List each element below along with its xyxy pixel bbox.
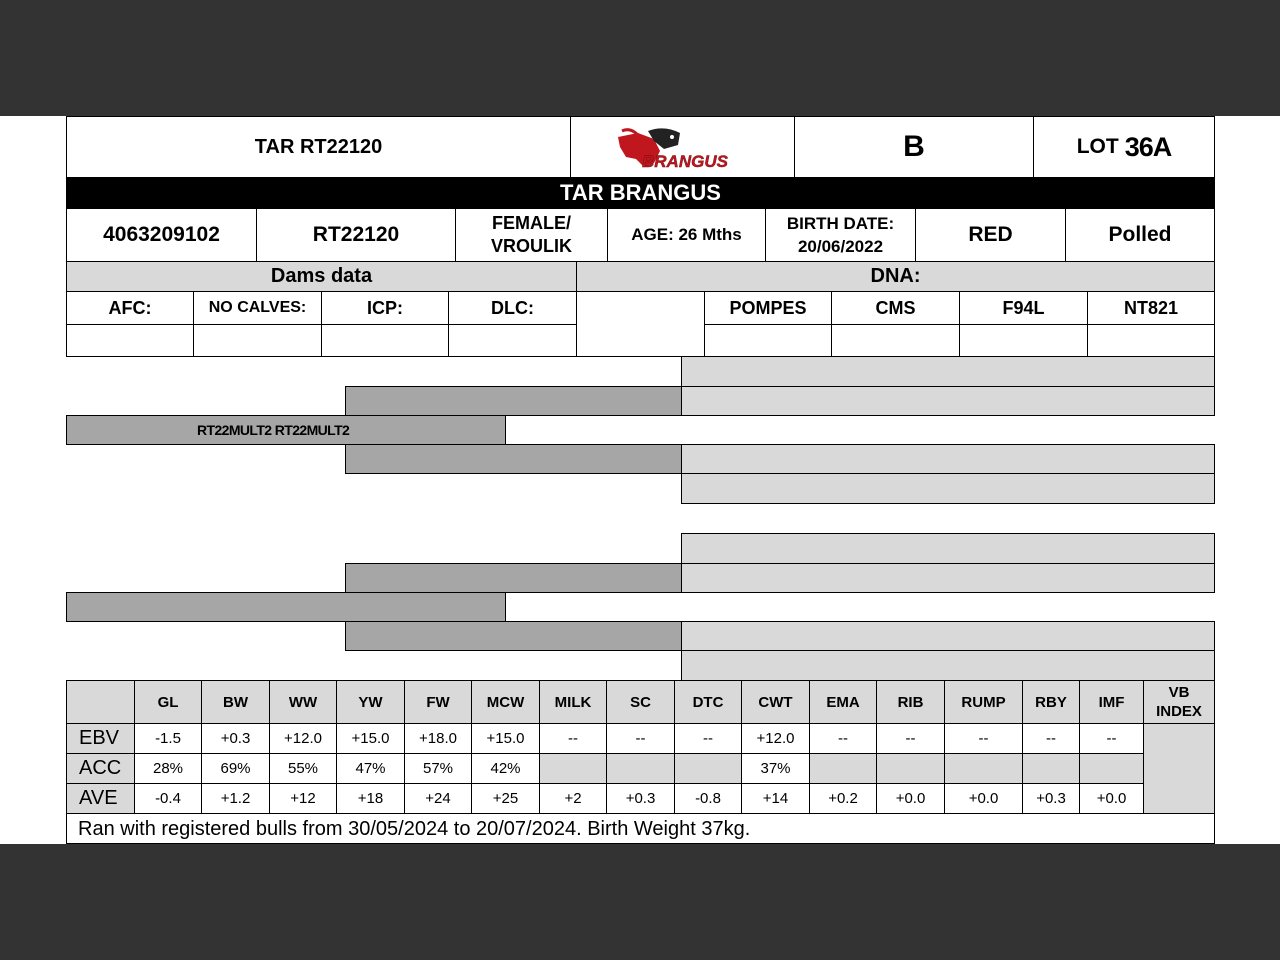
ebv-cell: +18.0 (405, 724, 472, 754)
ebv-col-header: CWT (742, 681, 810, 724)
ebv-cell: +0.3 (1023, 784, 1080, 814)
dams-header-no-calves: NO CALVES: (193, 291, 322, 325)
ebv-row-label: ACC (67, 754, 135, 784)
pedigree-ggp-8 (681, 650, 1215, 681)
dna-header-cms: CMS (831, 291, 960, 325)
ebv-row (67, 724, 1215, 754)
dna-value-nt821 (1087, 324, 1215, 357)
dams-value-dlc (448, 324, 577, 357)
lot-box (1033, 116, 1215, 178)
ebv-col-header: EMA (810, 681, 877, 724)
dna-blank-cell (576, 291, 705, 357)
bull-head-icon (608, 123, 758, 171)
pedigree-gp-1 (345, 386, 682, 416)
ebv-corner-cell (67, 681, 135, 724)
sex-line1: FEMALE/ (492, 213, 571, 233)
ebv-cell (540, 754, 607, 784)
lot-number: 36A (1124, 131, 1172, 162)
acc-row (67, 754, 1215, 784)
ebv-cell: +0.2 (810, 784, 877, 814)
dams-header-afc: AFC: (66, 291, 194, 325)
ebv-col-header: MCW (472, 681, 540, 724)
dna-value-f94l (959, 324, 1088, 357)
brangus-logo (570, 116, 795, 178)
vb-index-line2: INDEX (1156, 703, 1202, 720)
ebv-cell: +0.0 (1080, 784, 1144, 814)
ebv-cell (1080, 754, 1144, 784)
ebv-cell: +12.0 (270, 724, 337, 754)
ebv-col-header: SC (607, 681, 675, 724)
ebv-cell: +0.0 (945, 784, 1023, 814)
ebv-col-header: GL (135, 681, 202, 724)
pedigree-ggp-4 (681, 473, 1215, 504)
pedigree-dam-name: RT22MULT2 RT22MULT2 (197, 422, 350, 438)
birth-date (765, 208, 916, 262)
pedigree-gp-4 (345, 621, 682, 651)
dna-title: DNA: (576, 261, 1215, 292)
sex (455, 208, 608, 262)
ebv-col-header: BW (202, 681, 270, 724)
pedigree-gp-2 (345, 444, 682, 474)
ebv-cell (607, 754, 675, 784)
dna-value-cms (831, 324, 960, 357)
dams-value-afc (66, 324, 194, 357)
birth-date-value: 20/06/2022 (797, 237, 884, 256)
ebv-cell: +15.0 (337, 724, 405, 754)
dna-value-pompes (704, 324, 832, 357)
age: AGE: 26 Mths (607, 208, 766, 262)
dna-header-f94l: F94L (959, 291, 1088, 325)
ebv-cell: 55% (270, 754, 337, 784)
ebv-cell: 47% (337, 754, 405, 784)
ebv-table (66, 680, 1215, 814)
ebv-cell: -- (607, 724, 675, 754)
ebv-cell: +12 (270, 784, 337, 814)
ebv-cell: 28% (135, 754, 202, 784)
ebv-col-header: WW (270, 681, 337, 724)
ebv-cell: 37% (742, 754, 810, 784)
ebv-header-row (67, 681, 1215, 724)
colour: RED (915, 208, 1066, 262)
tag-number: RT22120 (256, 208, 456, 262)
ebv-cell: +2 (540, 784, 607, 814)
sex-line2: VROULIK (491, 236, 572, 256)
ebv-cell: -0.4 (135, 784, 202, 814)
dams-data-title: Dams data (66, 261, 577, 292)
grade: B (794, 116, 1034, 178)
lot-notes: Ran with registered bulls from 30/05/2024 to 20/07/2024. Birth Weight 37kg. (66, 813, 1215, 844)
dams-value-icp (321, 324, 449, 357)
lot-label: LOT (1076, 135, 1119, 158)
ebv-col-header: FW (405, 681, 472, 724)
ebv-cell: 57% (405, 754, 472, 784)
ebv-cell: -- (810, 724, 877, 754)
ebv-cell: 42% (472, 754, 540, 784)
pedigree-ggp-2 (681, 386, 1215, 416)
ebv-cell: +18 (337, 784, 405, 814)
ebv-cell (1023, 754, 1080, 784)
ave-row (67, 784, 1215, 814)
breeder-banner: TAR BRANGUS (66, 177, 1215, 209)
animal-id: TAR RT22120 (66, 116, 571, 178)
ebv-col-header: MILK (540, 681, 607, 724)
birth-date-label: BIRTH DATE: (786, 214, 895, 233)
ebv-cell: +12.0 (742, 724, 810, 754)
ebv-row-label: AVE (67, 784, 135, 814)
ebv-cell: +0.0 (877, 784, 945, 814)
ebv-cell: +0.3 (202, 724, 270, 754)
pedigree-ggp-1 (681, 356, 1215, 387)
ebv-cell: -0.8 (675, 784, 742, 814)
ebv-cell: +1.2 (202, 784, 270, 814)
ebv-cell: -- (1023, 724, 1080, 754)
ebv-cell: +0.3 (607, 784, 675, 814)
ebv-col-header: DTC (675, 681, 742, 724)
ebv-col-header: RIB (877, 681, 945, 724)
ebv-cell: +24 (405, 784, 472, 814)
ebv-cell (675, 754, 742, 784)
dna-header-nt821: NT821 (1087, 291, 1215, 325)
ebv-cell: -- (675, 724, 742, 754)
dams-value-no-calves (193, 324, 322, 357)
pedigree-gp-3 (345, 563, 682, 593)
ebv-cell (810, 754, 877, 784)
pedigree-ggp-7 (681, 621, 1215, 651)
ebv-cell: +14 (742, 784, 810, 814)
dna-header-pompes: POMPES (704, 291, 832, 325)
vb-index-value (1144, 724, 1215, 814)
ebv-cell: 69% (202, 754, 270, 784)
horn-status: Polled (1065, 208, 1215, 262)
ebv-cell: -- (1080, 724, 1144, 754)
registration-number: 4063209102 (66, 208, 257, 262)
ebv-col-header: RUMP (945, 681, 1023, 724)
pedigree-ggp-3 (681, 444, 1215, 474)
dams-header-dlc: DLC: (448, 291, 577, 325)
ebv-cell (945, 754, 1023, 784)
ebv-col-header: YW (337, 681, 405, 724)
dams-header-icp: ICP: (321, 291, 449, 325)
ebv-row-label: EBV (67, 724, 135, 754)
logo-text: BRANGUS (641, 152, 728, 171)
ebv-cell: +25 (472, 784, 540, 814)
pedigree-dam (66, 592, 506, 622)
ebv-cell: +15.0 (472, 724, 540, 754)
ebv-col-header: IMF (1080, 681, 1144, 724)
ebv-cell (877, 754, 945, 784)
pedigree-ggp-6 (681, 563, 1215, 593)
ebv-cell: -- (540, 724, 607, 754)
pedigree-ggp-5 (681, 533, 1215, 564)
ebv-cell: -- (877, 724, 945, 754)
vb-index-line1: VB (1168, 684, 1190, 701)
ebv-cell: -- (945, 724, 1023, 754)
ebv-col-header: RBY (1023, 681, 1080, 724)
vb-index-header (1144, 681, 1215, 724)
ebv-cell: -1.5 (135, 724, 202, 754)
